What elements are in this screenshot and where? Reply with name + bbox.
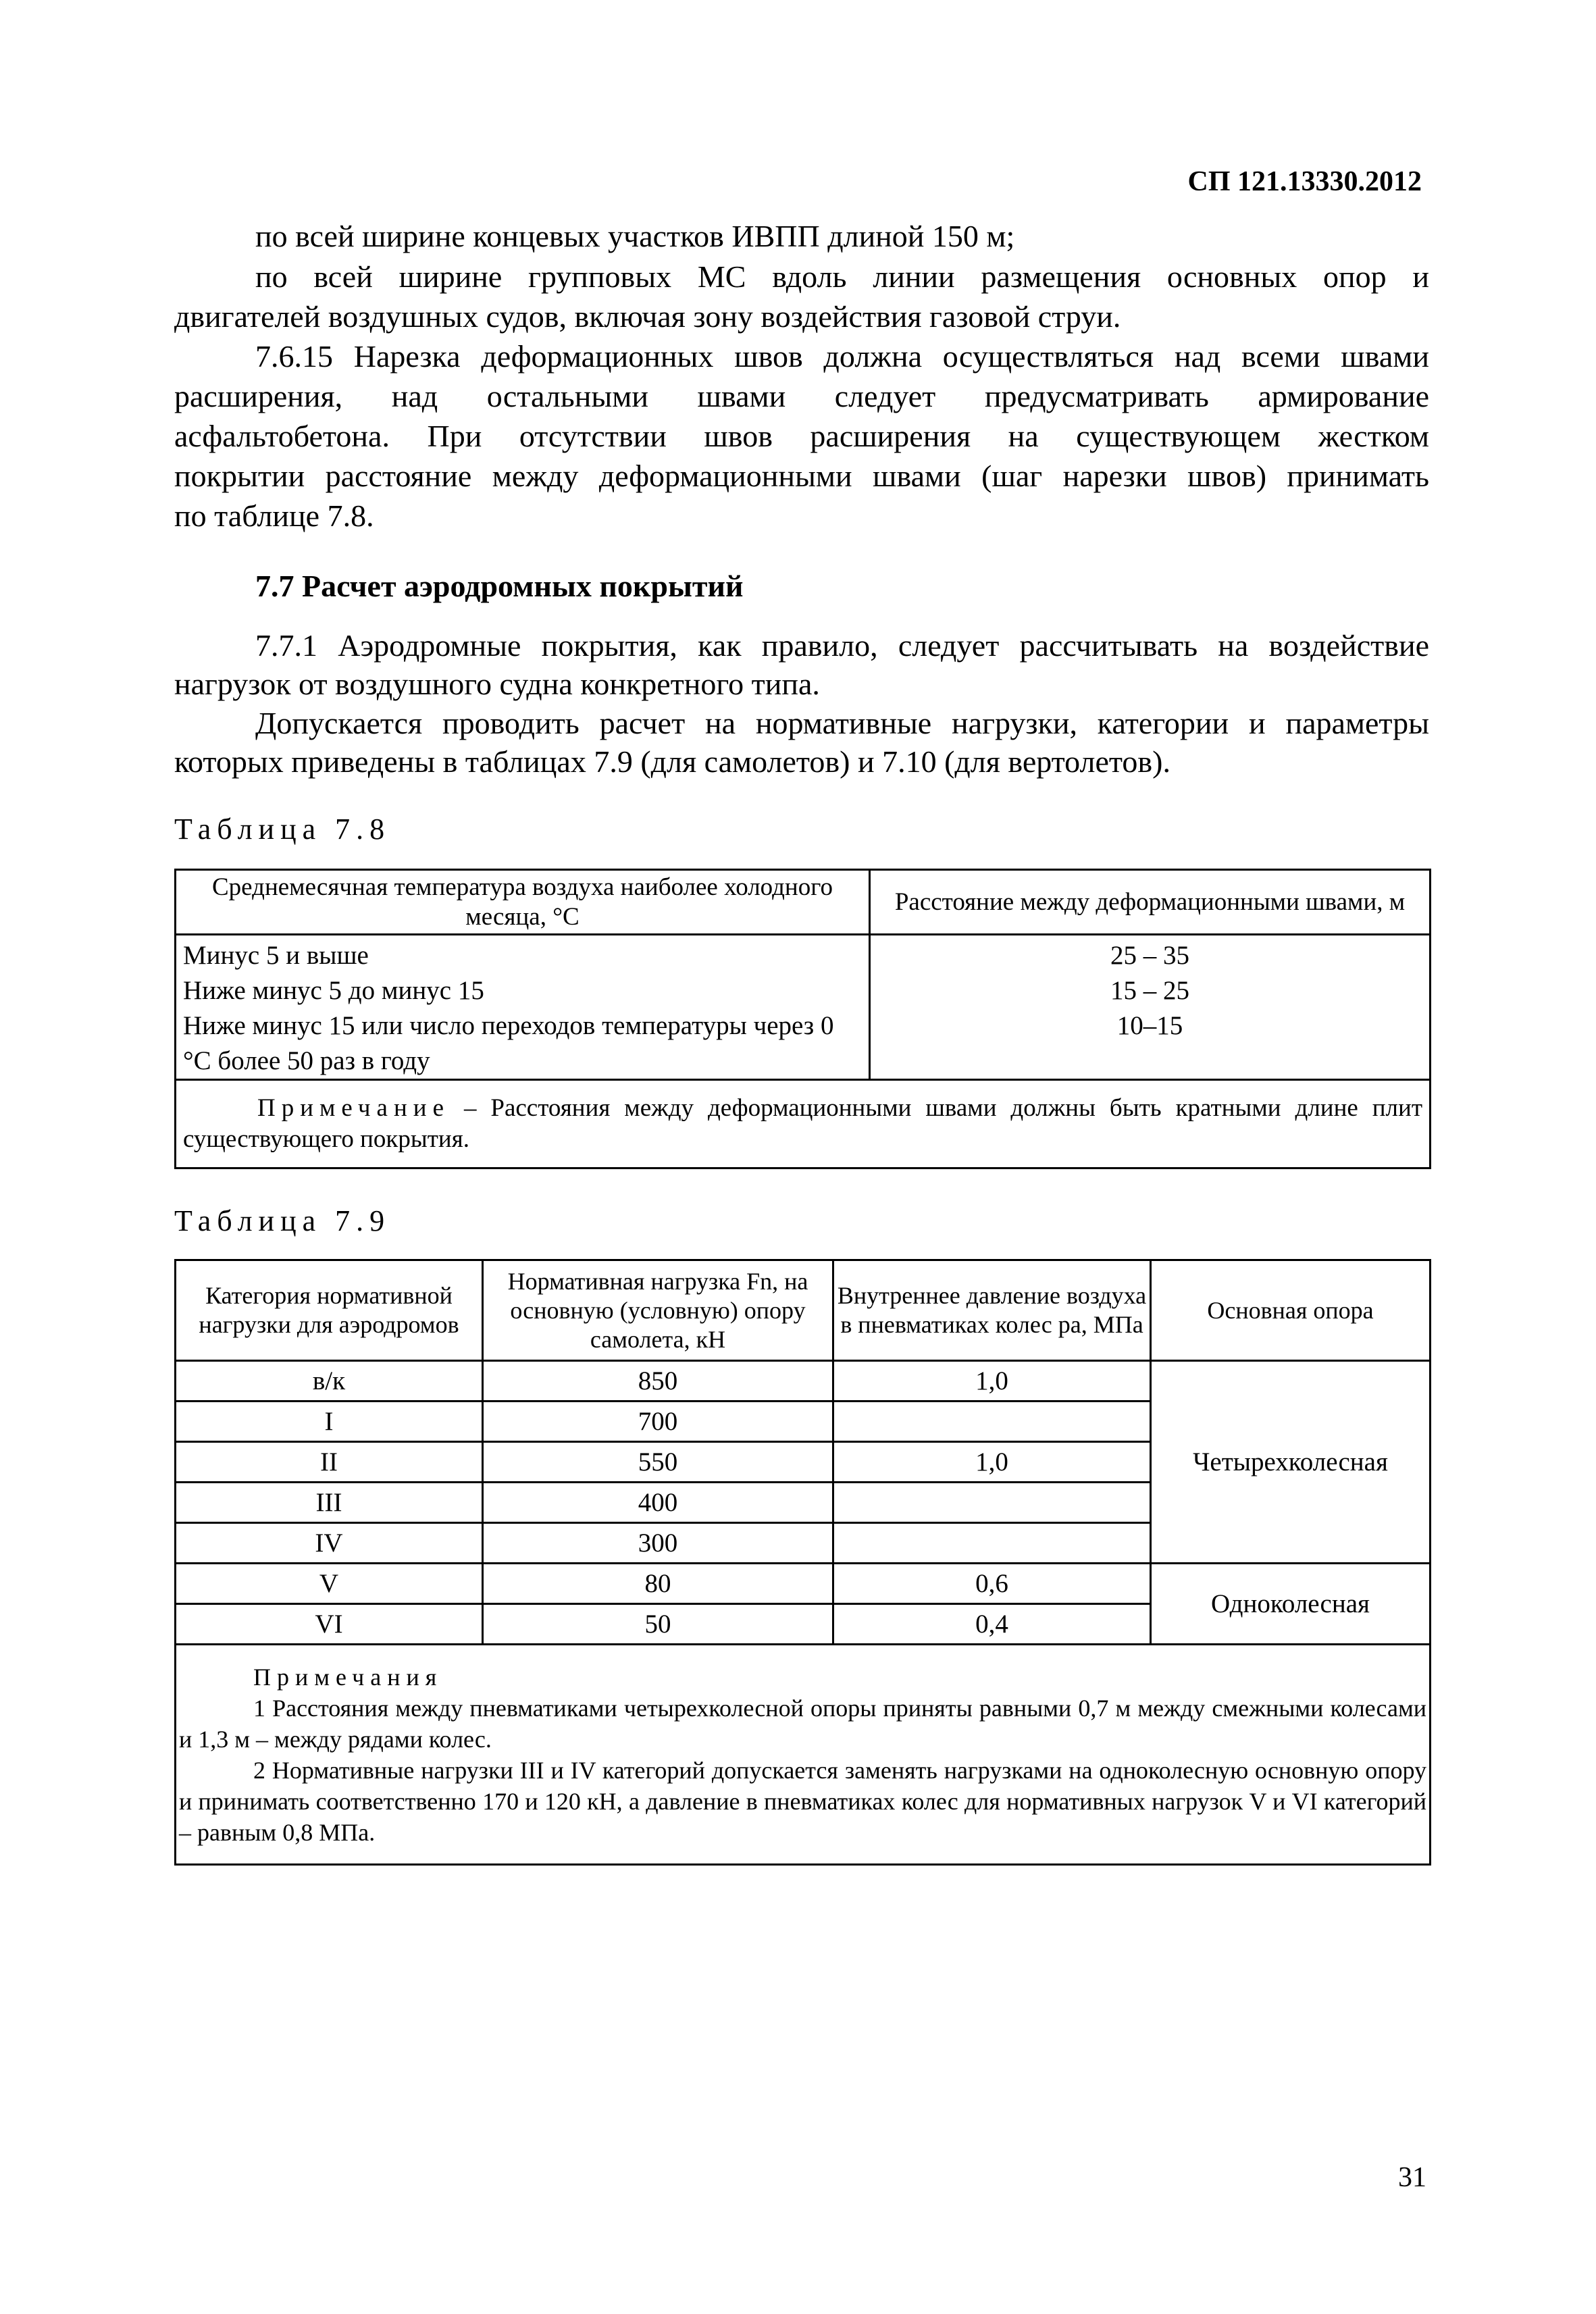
body-line: расширения, над остальными швами следует предусматривать армирование <box>174 379 1429 413</box>
category-cell: V <box>176 1564 483 1604</box>
category-cell: II <box>176 1442 483 1483</box>
table-cell <box>870 935 1431 1080</box>
body-line: нагрузок от воздушного судна конкретного типа. <box>174 667 820 701</box>
body-line: по таблице 7.8. <box>174 498 374 533</box>
pressure-cell: 1,0 <box>833 1361 1151 1402</box>
category-cell: I <box>176 1402 483 1442</box>
body-line: Допускается проводить расчет на нормативные нагрузки, категории и параметры <box>255 706 1429 740</box>
column-header: Основная опора <box>1151 1260 1431 1361</box>
table-note <box>176 1080 1431 1168</box>
category-cell: IV <box>176 1523 483 1564</box>
body-line: 7.6.15 Нарезка деформационных швов должна осуществляться над всеми швами <box>255 339 1429 374</box>
section-heading: 7.7 Расчет аэродромных покрытий <box>255 569 744 603</box>
document-code: СП 121.13330.2012 <box>1187 166 1422 197</box>
load-cell: 80 <box>483 1564 833 1604</box>
table-row <box>176 1564 1431 1604</box>
body-line: которых приведены в таблицах 7.9 (для самолетов) и 7.10 (для вертолетов). <box>174 744 1170 779</box>
row-condition: Ниже минус 15 или число переходов температуры через 0 °С более 50 раз в году <box>183 1011 834 1075</box>
table-cell <box>176 935 870 1080</box>
table-caption: Таблица 7.9 <box>174 1204 391 1237</box>
category-cell: VI <box>176 1604 483 1645</box>
load-cell: 50 <box>483 1604 833 1645</box>
row-distance: 15 – 25 <box>1110 976 1189 1005</box>
body-line: по всей ширине концевых участков ИВПП длиной 150 м; <box>255 219 1015 253</box>
pressure-cell <box>833 1483 1151 1523</box>
category-cell: III <box>176 1483 483 1523</box>
pressure-cell: 0,6 <box>833 1564 1151 1604</box>
load-cell: 300 <box>483 1523 833 1564</box>
note-text: – Расстояния между деформационными швами должны быть кратными длине плит существующего покрытия. <box>183 1094 1422 1153</box>
body-line: по всей ширине групповых МС вдоль линии размещения основных опор и <box>255 259 1429 294</box>
row-condition: Ниже минус 5 до минус 15 <box>183 976 484 1005</box>
column-header: Нормативная нагрузка Fn, на основную (условную) опору самолета, кН <box>483 1260 833 1361</box>
support-cell: Четырехколесная <box>1151 1361 1431 1564</box>
pressure-cell <box>833 1523 1151 1564</box>
load-cell: 550 <box>483 1442 833 1483</box>
column-header: Среднемесячная температура воздуха наиболее холодного месяца, °С <box>176 870 870 935</box>
load-cell: 700 <box>483 1402 833 1442</box>
table-7-8 <box>174 869 1431 1169</box>
body-line: двигателей воздушных судов, включая зону воздействия газовой струи. <box>174 299 1121 334</box>
page-number: 31 <box>1398 2162 1426 2193</box>
pressure-cell: 0,4 <box>833 1604 1151 1645</box>
row-distance: 25 – 35 <box>1110 941 1189 970</box>
pressure-cell <box>833 1402 1151 1442</box>
body-line: 7.7.1 Аэродромные покрытия, как правило, следует рассчитывать на воздействие <box>255 628 1429 663</box>
note-item: 1 Расстояния между пневматиками четырехколесной опоры приняты равными 0,7 м между смежными колесами и 1,3 м – между рядами колес. <box>179 1694 1426 1753</box>
column-header: Расстояние между деформационными швами, м <box>870 870 1431 935</box>
notes-label: Примечания <box>253 1663 443 1691</box>
body-line: асфальтобетона. При отсутствии швов расширения на существующем жестком <box>174 419 1429 453</box>
note-item: 2 Нормативные нагрузки III и IV категорий допускается заменять нагрузками на одноколесную основную опору и принимать соответственно 170 и 120 кН, а давление в пневматиках колес для нормативных нагрузок V и VI категорий – равным 0,8 МПа. <box>179 1756 1426 1846</box>
load-cell: 850 <box>483 1361 833 1402</box>
table-row <box>176 1361 1431 1402</box>
column-header: Категория нормативной нагрузки для аэродромов <box>176 1260 483 1361</box>
table-7-9 <box>174 1259 1431 1866</box>
pressure-cell: 1,0 <box>833 1442 1151 1483</box>
table-caption: Таблица 7.8 <box>174 813 391 846</box>
row-condition: Минус 5 и выше <box>183 941 369 970</box>
category-cell: в/к <box>176 1361 483 1402</box>
column-header: Внутреннее давление воздуха в пневматиках колес pa, МПа <box>833 1260 1151 1361</box>
body-line: покрытии расстояние между деформационными швами (шаг нарезки швов) принимать <box>174 459 1429 493</box>
row-distance: 10–15 <box>1116 1011 1183 1040</box>
table-notes <box>176 1645 1431 1865</box>
support-cell: Одноколесная <box>1151 1564 1431 1645</box>
load-cell: 400 <box>483 1483 833 1523</box>
note-label: Примечание <box>257 1094 450 1122</box>
